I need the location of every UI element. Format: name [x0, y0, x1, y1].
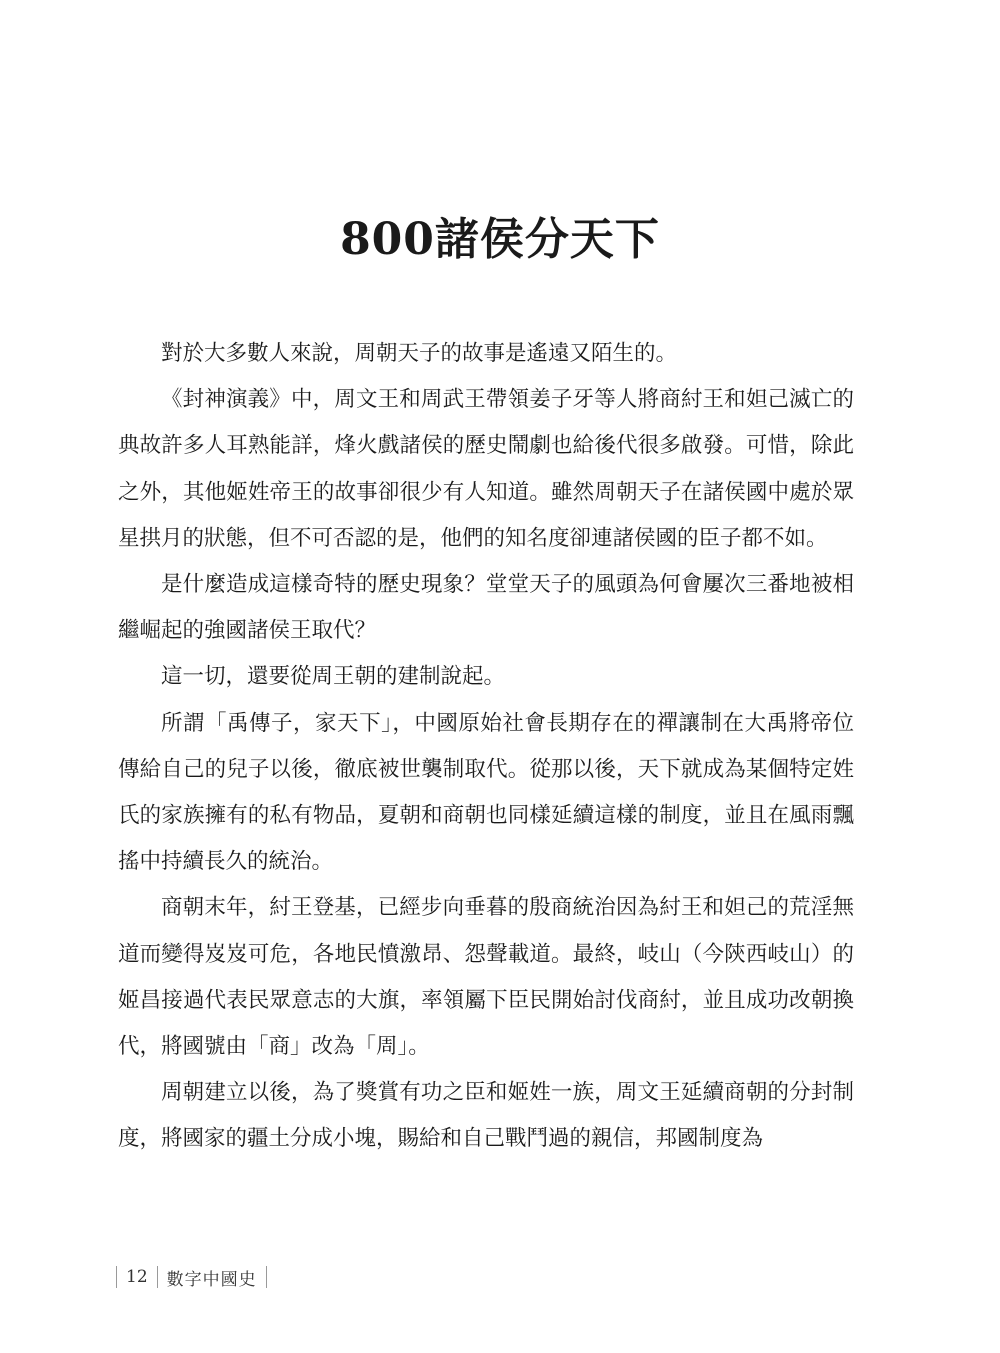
- chapter-title: 800諸侯分天下: [340, 214, 660, 265]
- paragraph: 《封神演義》中，周文王和周武王帶領姜子牙等人將商紂王和妲己滅亡的典故許多人耳熟能詳，烽火戲諸侯的歷史鬧劇也給後代很多啟發。可惜，除此之外，其他姬姓帝王的故事卻很少有人知道。雖然周朝天子在諸侯國中處於眾星拱月的狀態，但不可否認的是，他們的知名度卻連諸侯國的臣子都不如。: [118, 387, 854, 551]
- paragraph: 是什麼造成這樣奇特的歷史現象？堂堂天子的風頭為何會屢次三番地被相繼崛起的強國諸侯王取代？: [118, 572, 854, 644]
- paragraph: 這一切，還要從周王朝的建制說起。: [161, 664, 506, 690]
- paragraph: 所謂「禹傳子，家天下」，中國原始社會長期存在的禪讓制在大禹將帝位傳給自己的兒子以後，徹底被世襲制取代。從那以後，天下就成為某個特定姓氏的家族擁有的私有物品，夏朝和商朝也同樣延續這樣的制度，並且在風雨飄搖中持續長久的統治。: [118, 710, 854, 875]
- page-footer: [116, 1262, 267, 1292]
- book-title: 數字中國史: [166, 1269, 257, 1290]
- footer-divider: [266, 1266, 267, 1288]
- page-number: 12: [126, 1267, 148, 1287]
- body-text: [118, 331, 854, 1163]
- paragraph: 對於大多數人來說，周朝天子的故事是遙遠又陌生的。: [161, 341, 678, 366]
- paragraph: 商朝末年，紂王登基，已經步向垂暮的殷商統治因為紂王和妲己的荒淫無道而變得岌岌可危，各地民憤激昂、怨聲載道。最終，岐山（今陝西岐山）的姬昌接過代表民眾意志的大旗，率領屬下臣民開始討伐商紂，並且成功改朝換代，將國號由「商」改為「周」。: [118, 895, 854, 1060]
- paragraph: 周朝建立以後，為了獎賞有功之臣和姬姓一族，周文王延續商朝的分封制度，將國家的疆土分成小塊，賜給和自己戰鬥過的親信，邦國制度為: [118, 1080, 854, 1152]
